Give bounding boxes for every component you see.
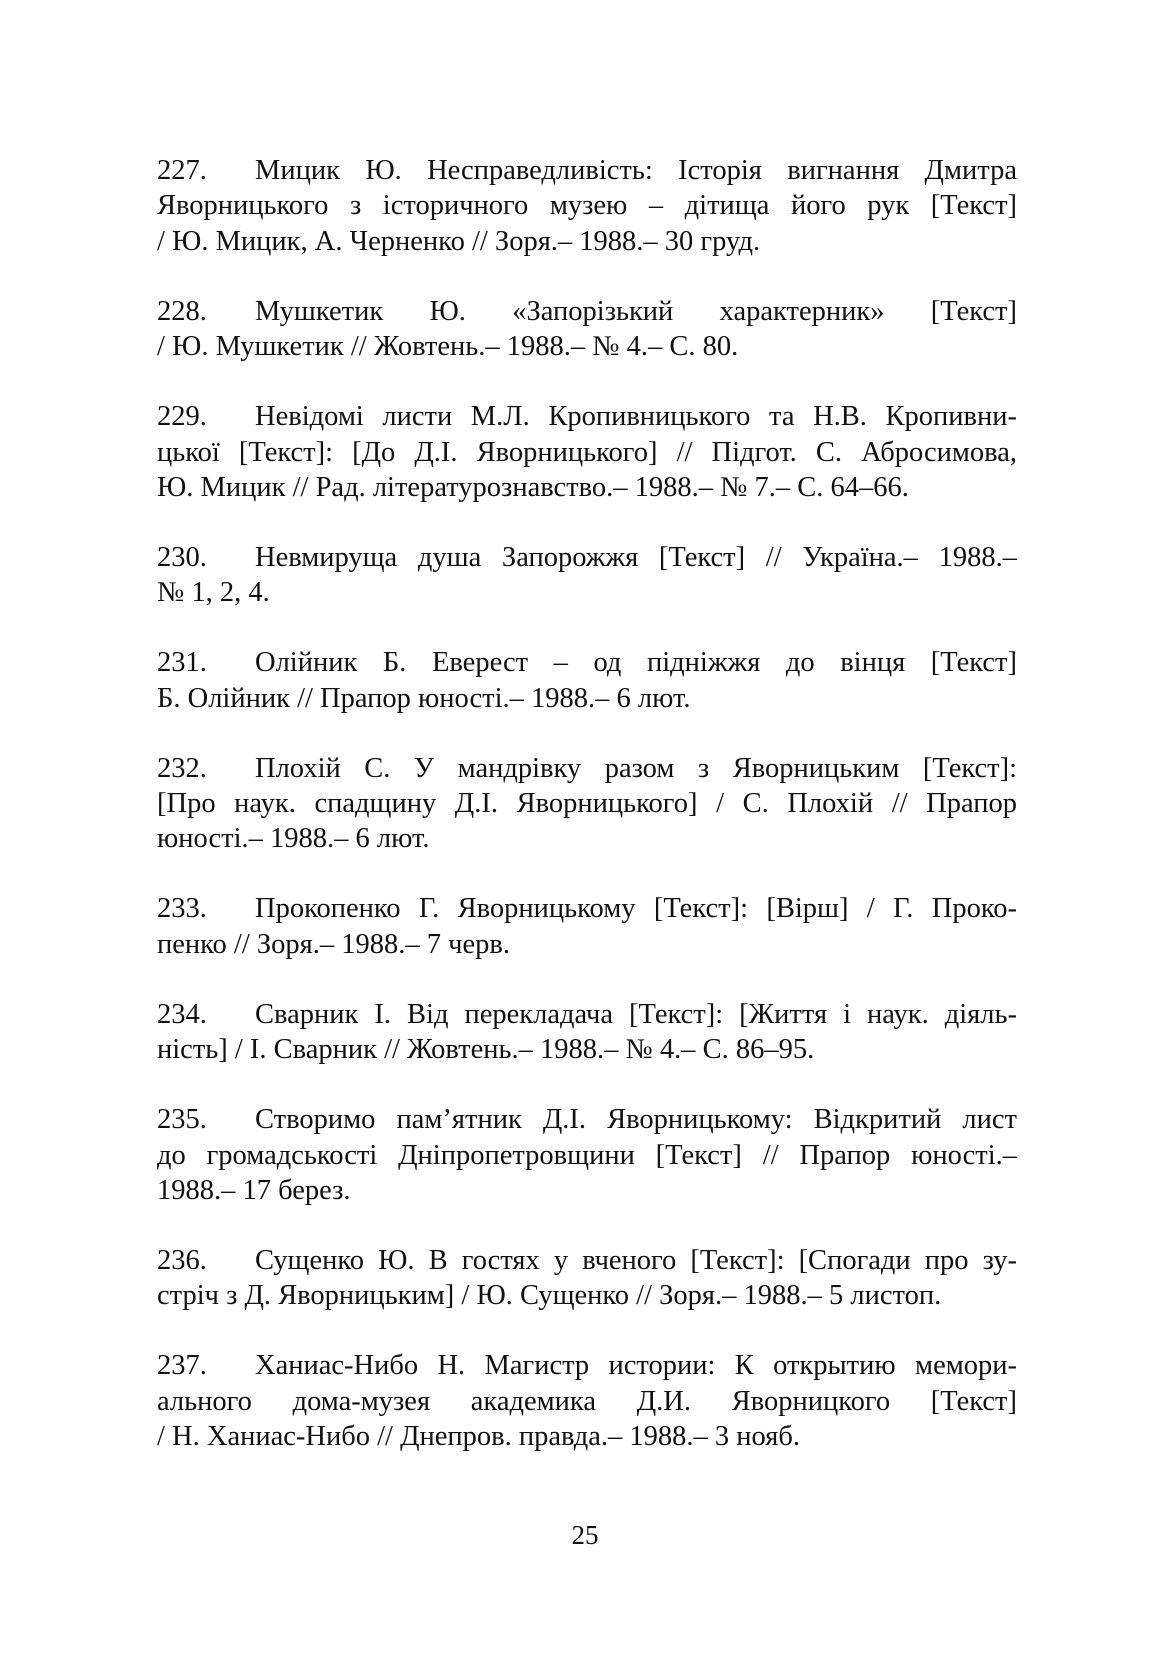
entry-line — [157, 399, 1017, 434]
entry-line — [157, 1243, 1017, 1278]
entry-line: 1988.– 17 берез. — [157, 1174, 351, 1206]
entry-text: Плохій С. У мандрівку разом з Яворницьким [Текст]: — [255, 752, 1017, 784]
entry-number: 232. — [157, 752, 207, 784]
entry-line: ального дома-музея академика Д.И. Яворницкого [Текст] — [157, 1385, 1017, 1417]
entry-line — [157, 891, 1017, 926]
entry-text: Мушкетик Ю. «Запорізький характерник» [Текст] — [255, 295, 1017, 327]
entry-line: пенко // Зоря.– 1988.– 7 черв. — [157, 928, 510, 960]
entry-line — [157, 1348, 1017, 1383]
bibliography-entry-237 — [157, 1348, 1017, 1454]
bibliography-entry-236 — [157, 1243, 1017, 1314]
entry-text: Невмируща душа Запорожжя [Текст] // Україна.– 1988.– — [255, 541, 1017, 573]
bibliography-entry-235 — [157, 1102, 1017, 1208]
bibliography-entry-227 — [157, 153, 1017, 259]
entry-line — [157, 751, 1017, 786]
entry-line: / Ю. Мушкетик // Жовтень.– 1988.– № 4.– С. 80. — [157, 331, 739, 363]
bibliography-entry-232 — [157, 751, 1017, 857]
entry-line — [157, 645, 1017, 680]
entry-text: Невідомі листи М.Л. Кропивницького та Н.В. Кропивни- — [255, 401, 1017, 433]
entry-line: до громадськості Дніпропетровщини [Текст] // Прапор юності.– — [157, 1139, 1017, 1171]
bibliography-entry-234 — [157, 997, 1017, 1068]
entry-line: Ю. Мицик // Рад. літературознавство.– 1988.– № 7.– С. 64–66. — [157, 471, 909, 503]
entry-line: стріч з Д. Яворницьким] / Ю. Сущенко // Зоря.– 1988.– 5 листоп. — [157, 1280, 942, 1312]
entry-number: 236. — [157, 1244, 207, 1276]
entry-number: 234. — [157, 998, 207, 1030]
bibliography-entry-229 — [157, 399, 1017, 505]
entry-text: Ханиас-Нибо Н. Магистр истории: К открытию мемори- — [255, 1350, 1017, 1382]
entry-text: Прокопенко Г. Яворницькому [Текст]: [Вірш] / Г. Проко- — [255, 893, 1017, 925]
entry-number: 231. — [157, 647, 207, 679]
entry-line: № 1, 2, 4. — [157, 577, 270, 609]
bibliography-entry-230 — [157, 540, 1017, 611]
page-number: 25 — [571, 1520, 599, 1550]
entry-text: Створимо пам’ятник Д.І. Яворницькому: Відкритий лист — [255, 1104, 1017, 1136]
entry-line: юності.– 1988.– 6 лют. — [157, 823, 430, 855]
entry-text: Сварник І. Від перекладача [Текст]: [Життя і наук. діяль- — [255, 998, 1017, 1030]
entry-line: / Н. Ханиас-Нибо // Днепров. правда.– 1988.– 3 нояб. — [157, 1421, 800, 1453]
entry-text: Мицик Ю. Несправедливість: Історія вигнання Дмитра — [255, 155, 1017, 186]
entry-text: Сущенко Ю. В гостях у вченого [Текст]: [Спогади про зу- — [255, 1244, 1017, 1276]
entry-number: 235. — [157, 1104, 207, 1136]
entry-line: ність] / І. Сварник // Жовтень.– 1988.– № 4.– С. 86–95. — [157, 1034, 815, 1066]
entry-line — [157, 540, 1017, 575]
entry-line: / Ю. Мицик, А. Черненко // Зоря.– 1988.– 30 груд. — [157, 225, 761, 257]
bibliography-entry-228 — [157, 294, 1017, 365]
entry-line — [157, 1102, 1017, 1137]
entry-number: 229. — [157, 401, 207, 433]
entry-text: Олійник Б. Еверест – од підніжжя до вінця [Текст] — [255, 647, 1017, 679]
entry-line: Яворницького з історичного музею – дітища його рук [Текст] — [157, 190, 1017, 222]
entry-line: [Про наук. спадщину Д.І. Яворницького] / С. Плохій // Прапор — [157, 788, 1017, 820]
entry-line — [157, 294, 1017, 329]
entry-number: 233. — [157, 893, 207, 925]
entry-line: цької [Текст]: [До Д.І. Яворницького] // Підгот. С. Абросимова, — [157, 436, 1017, 468]
entry-line — [157, 153, 1017, 188]
entry-line: Б. Олійник // Прапор юності.– 1988.– 6 лют. — [157, 682, 691, 714]
entry-number: 230. — [157, 541, 207, 573]
bibliography-entry-231 — [157, 645, 1017, 716]
entry-number: 227. — [157, 155, 207, 186]
entry-number: 237. — [157, 1350, 207, 1382]
entry-line — [157, 997, 1017, 1032]
bibliography-list — [157, 153, 1017, 1489]
entry-number: 228. — [157, 295, 207, 327]
bibliography-entry-233 — [157, 891, 1017, 962]
